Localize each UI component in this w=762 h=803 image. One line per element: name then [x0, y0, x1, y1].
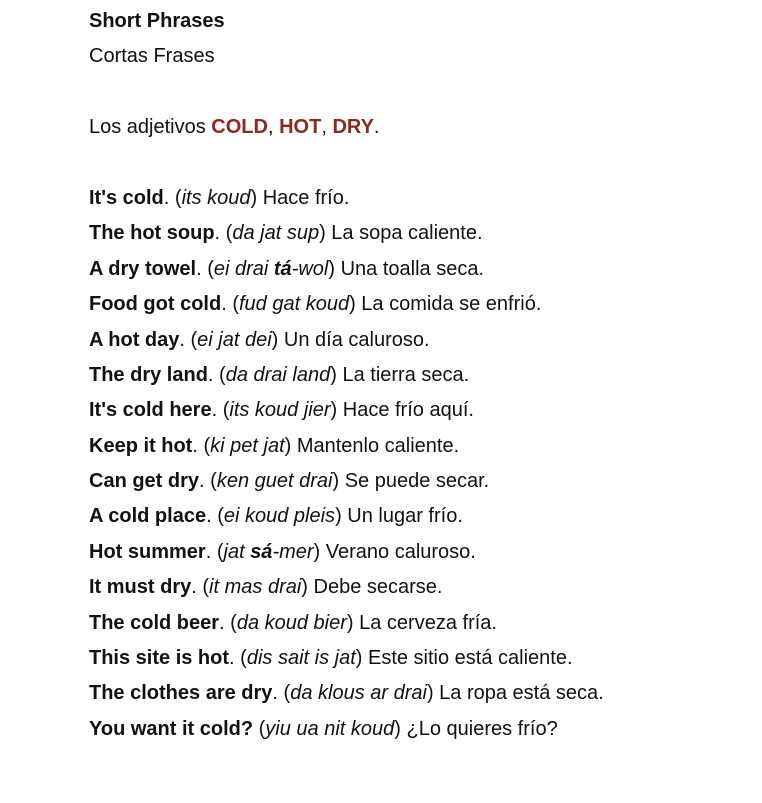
pron-segment: ken guet drai [216, 470, 333, 493]
pron-segment: fud gat koud [238, 293, 350, 316]
phrase-line [89, 181, 749, 216]
adjective-dry: DRY [332, 116, 374, 139]
phrase-line [89, 464, 749, 499]
phrase-pronunciation [214, 258, 329, 280]
pron-open-paren: ( [190, 328, 198, 351]
phrase-spanish: Verano caluroso. [325, 540, 476, 563]
adjective-cold: COLD [211, 116, 268, 139]
phrase-line [89, 570, 749, 605]
stressed-syllable: tá [273, 257, 292, 280]
pron-open-paren: ( [240, 647, 247, 670]
pron-segment: da drai land [225, 363, 331, 386]
phrase-end-punct: . [199, 470, 211, 493]
phrase-spanish: Un día caluroso. [283, 328, 430, 351]
pron-segment: ei drai [213, 257, 274, 280]
phrase-end-punct: . [205, 540, 217, 563]
pron-close-paren: ) [355, 647, 368, 670]
phrase-spanish: Hace frío aquí. [342, 399, 474, 422]
pron-segment: da jat sup [232, 222, 320, 245]
phrase-spanish: Debe secarse. [313, 576, 443, 599]
phrase-pronunciation [232, 222, 319, 244]
phrase-pronunciation [247, 647, 356, 669]
phrase-english: The clothes are dry [89, 682, 273, 705]
phrase-end-punct: . [163, 186, 175, 209]
phrase-english: Hot summer [89, 540, 206, 563]
phrase-pronunciation [182, 187, 251, 209]
pron-open-paren: ( [210, 470, 217, 493]
pron-segment: jat [223, 540, 251, 563]
phrase-pronunciation [237, 612, 347, 634]
phrase-pronunciation [265, 718, 394, 740]
phrase-line [89, 641, 749, 676]
pron-segment: ki pet jat [210, 434, 285, 457]
pron-segment: yiu ua nit koud [265, 717, 395, 740]
phrase-spanish: La comida se enfrió. [361, 293, 542, 316]
pron-open-paren: ( [216, 540, 224, 563]
pron-open-paren: ( [174, 186, 182, 209]
pron-open-paren: ( [203, 434, 211, 457]
blank-line [89, 146, 749, 181]
intro-separator: , [321, 116, 333, 139]
phrase-pronunciation [210, 435, 284, 457]
pron-close-paren: ) [330, 363, 343, 386]
phrase-line [89, 252, 749, 287]
phrase-line [89, 676, 749, 711]
intro-prefix: Los adjetivos [89, 116, 212, 139]
phrase-spanish: Hace frío. [262, 186, 350, 209]
phrase-english: The cold beer [89, 611, 220, 634]
phrase-end-punct: . [179, 328, 191, 351]
pron-close-paren: ) [394, 717, 407, 740]
phrase-end-punct: . [272, 682, 284, 705]
pron-open-paren: ( [225, 222, 233, 245]
intro-suffix: . [373, 116, 380, 139]
pron-segment: da klous ar drai [290, 682, 427, 705]
phrase-end-punct: . [206, 505, 218, 528]
phrase-spanish: Este sitio está caliente. [367, 647, 573, 670]
phrase-line [89, 358, 749, 393]
phrase-end-punct: . [196, 257, 208, 280]
pron-open-paren: ( [258, 717, 266, 740]
document-page [89, 4, 749, 747]
phrase-end-punct: . [211, 399, 223, 422]
phrase-pronunciation [197, 329, 272, 351]
pron-close-paren: ) [426, 682, 440, 705]
phrase-end-punct: . [221, 293, 233, 316]
phrase-pronunciation [224, 505, 335, 527]
pron-segment: it mas drai [209, 576, 302, 599]
intro-separator: , [267, 116, 280, 139]
pron-close-paren: ) [328, 257, 341, 280]
phrase-line [89, 712, 749, 747]
phrase-pronunciation [229, 399, 330, 421]
phrase-spanish: Mantenlo caliente. [296, 434, 460, 457]
phrase-english: You want it cold? [89, 717, 254, 740]
doc-title: Short Phrases [89, 10, 225, 32]
pron-segment: dis sait is jat [246, 647, 356, 670]
phrase-spanish: La tierra seca. [342, 363, 470, 386]
pron-open-paren: ( [222, 399, 230, 422]
pron-open-paren: ( [283, 682, 291, 705]
phrase-end-punct: . [192, 434, 204, 457]
phrase-line [89, 535, 749, 570]
pron-segment: -wol [291, 257, 329, 280]
phrase-english: A dry towel [89, 257, 197, 280]
pron-segment: ei jat dei [197, 328, 272, 351]
phrase-spanish: ¿Lo quieres frío? [406, 717, 558, 740]
phrase-pronunciation [217, 470, 333, 492]
adjective-hot: HOT [279, 116, 322, 139]
phrase-spanish: La sopa caliente. [331, 222, 483, 245]
phrase-pronunciation [209, 576, 301, 598]
phrase-english: It must dry [89, 576, 192, 599]
pron-close-paren: ) [250, 186, 263, 209]
phrase-pronunciation [226, 364, 331, 386]
phrase-spanish: La ropa está seca. [439, 682, 604, 705]
stressed-syllable: sá [250, 540, 273, 563]
phrase-english: Food got cold [89, 293, 222, 316]
phrase-line [89, 216, 749, 251]
phrase-english: Keep it hot [89, 434, 193, 457]
phrase-english: This site is hot [89, 647, 230, 670]
pron-segment: its koud [181, 186, 251, 209]
pron-segment: da koud bier [236, 611, 347, 634]
intro-line [89, 110, 749, 145]
pron-close-paren: ) [301, 576, 314, 599]
phrase-end-punct: . [229, 647, 241, 670]
phrase-list [89, 181, 749, 747]
doc-subtitle: Cortas Frases [89, 45, 215, 68]
phrase-pronunciation [239, 293, 349, 315]
phrase-line [89, 393, 749, 428]
pron-close-paren: ) [319, 222, 332, 245]
phrase-spanish: Un lugar frío. [347, 505, 463, 528]
pron-segment: -mer [272, 540, 314, 563]
phrase-spanish: Una toalla seca. [340, 257, 484, 280]
phrase-spanish: La cerveza fría. [359, 611, 497, 634]
phrase-english: A cold place [89, 505, 207, 528]
pron-open-paren: ( [232, 293, 239, 316]
pron-close-paren: ) [271, 328, 284, 351]
pron-close-paren: ) [284, 434, 297, 457]
pron-open-paren: ( [230, 611, 237, 634]
phrase-line [89, 323, 749, 358]
pron-close-paren: ) [349, 293, 362, 316]
phrase-pronunciation [290, 682, 427, 704]
phrase-spanish: Se puede secar. [344, 470, 490, 493]
pron-segment: ei koud pleis [223, 505, 336, 528]
pron-open-paren: ( [217, 505, 224, 528]
phrase-end-punct: . [207, 363, 220, 386]
pron-open-paren: ( [202, 576, 210, 599]
pron-close-paren: ) [313, 540, 326, 563]
phrase-pronunciation [224, 541, 314, 563]
phrase-english: It's cold [89, 186, 164, 209]
pron-close-paren: ) [346, 611, 360, 634]
phrase-line [89, 429, 749, 464]
phrase-english: It's cold here [89, 399, 212, 422]
pron-open-paren: ( [207, 257, 214, 280]
phrase-end-punct: . [214, 222, 226, 245]
phrase-end-punct: . [191, 576, 203, 599]
phrase-line [89, 287, 749, 322]
pron-segment: its koud jier [229, 399, 331, 422]
pron-close-paren: ) [335, 505, 348, 528]
phrase-english: The dry land [89, 363, 208, 386]
pron-open-paren: ( [219, 363, 226, 386]
phrase-english: A hot day [89, 328, 180, 351]
phrase-english: The hot soup [89, 222, 215, 245]
phrase-line [89, 606, 749, 641]
phrase-end-punct: . [219, 611, 231, 634]
phrase-line [89, 499, 749, 534]
pron-close-paren: ) [332, 470, 345, 493]
pron-close-paren: ) [330, 399, 343, 422]
phrase-english: Can get dry [89, 470, 200, 493]
blank-line [89, 75, 749, 110]
